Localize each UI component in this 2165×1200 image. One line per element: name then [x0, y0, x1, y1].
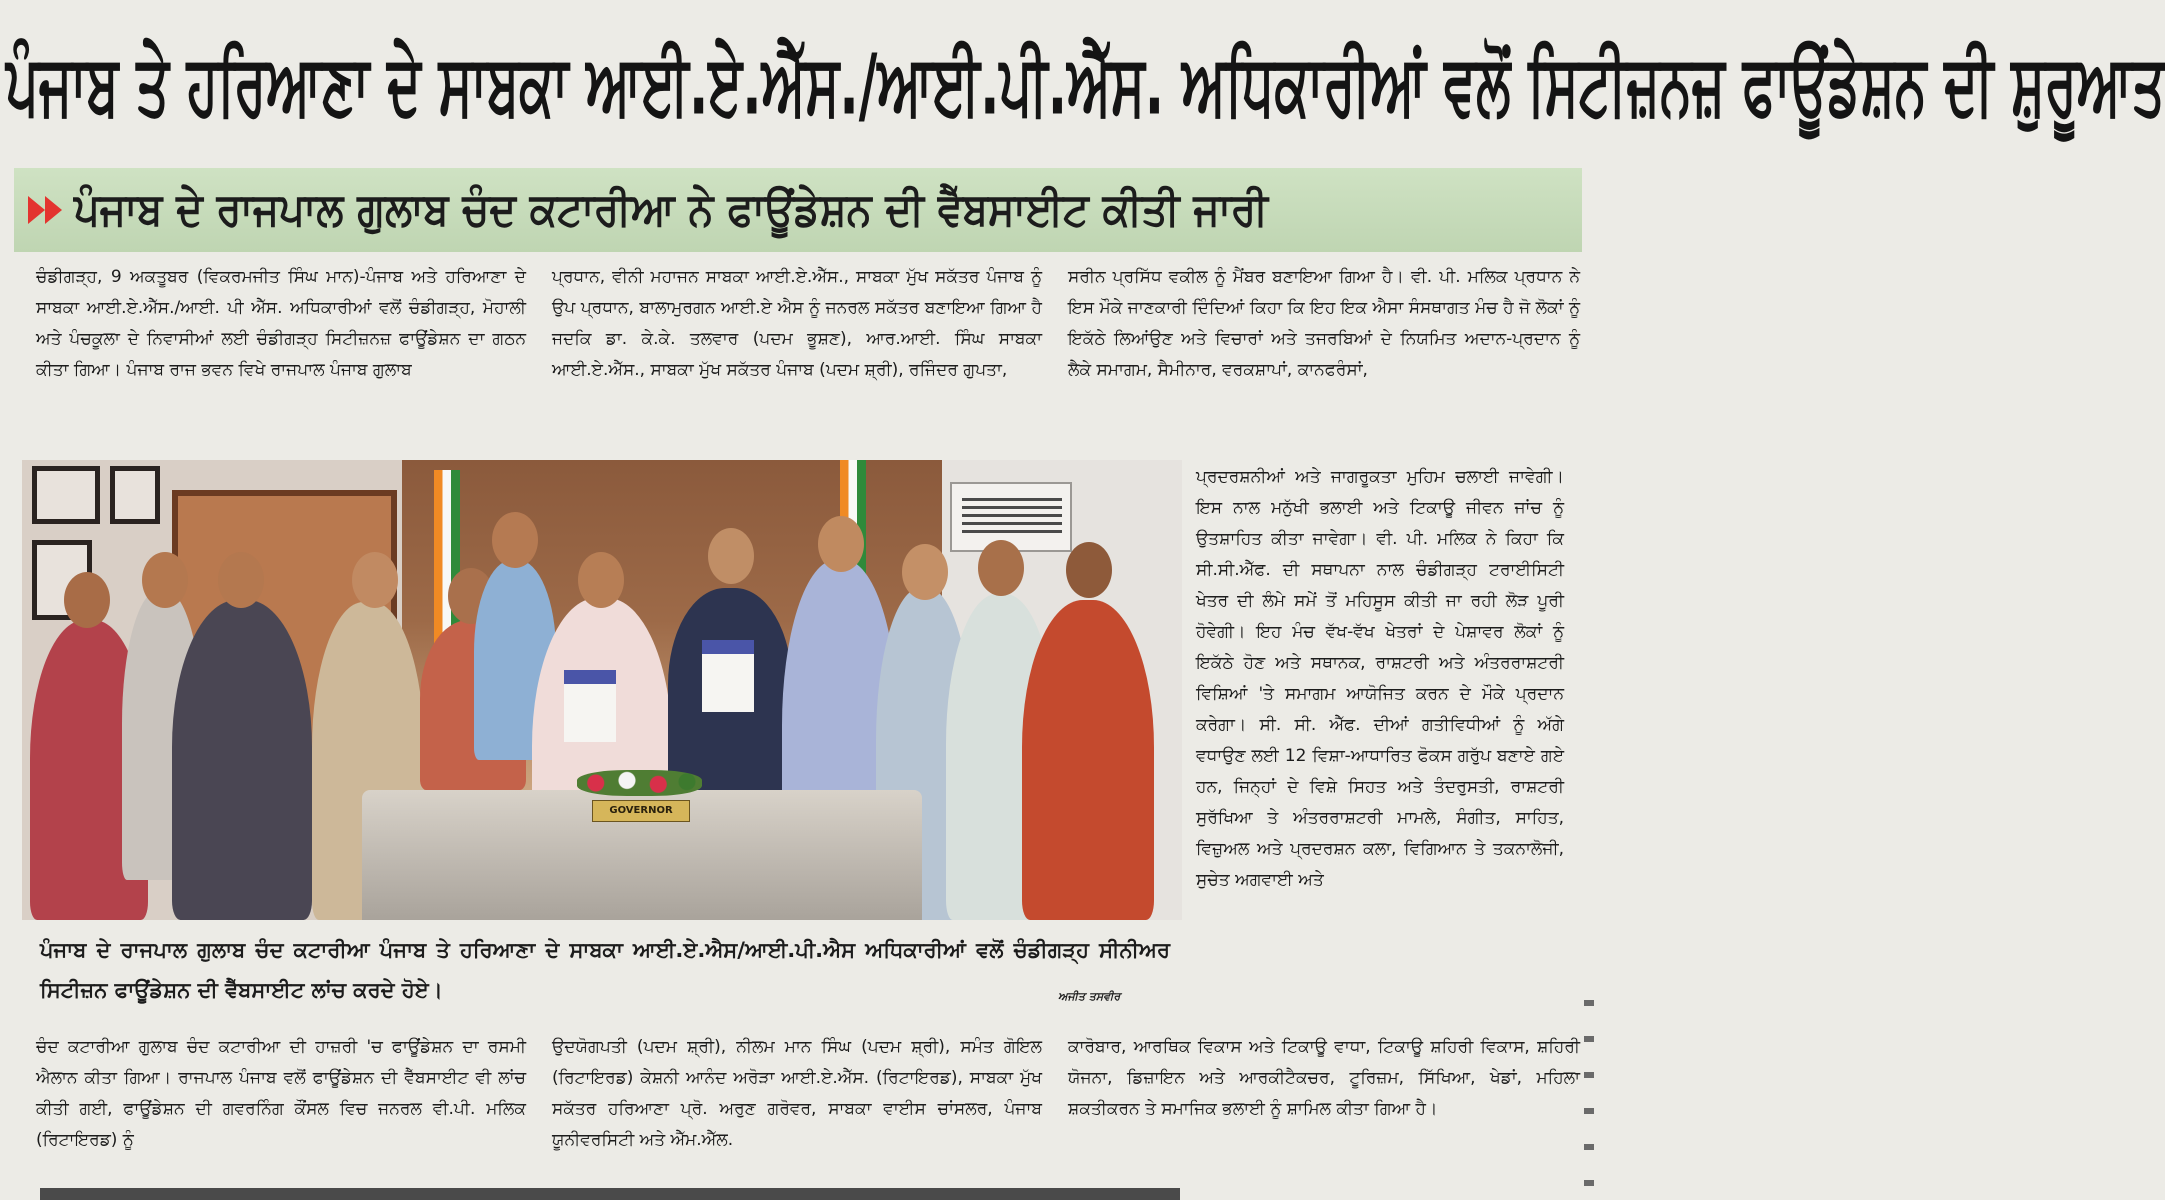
headline: ਪੰਜਾਬ ਤੇ ਹਰਿਆਣਾ ਦੇ ਸਾਬਕਾ ਆਈ.ਏ.ਐੱਸ./ਆਈ.ਪੀ.ਐੱਸ. ਅਧਿਕਾਰੀਆਂ ਵਲੋਂ ਸਿਟੀਜ਼ਨਜ਼ ਫਾਊਂਡੇਸ਼ਨ ਦੀ ਸ਼ੁਰੂਆਤ	[6, 37, 2165, 135]
article-text: ਪ੍ਰਧਾਨ, ਵੀਨੀ ਮਹਾਜਨ ਸਾਬਕਾ ਆਈ.ਏ.ਐੱਸ., ਸਾਬਕਾ ਮੁੱਖ ਸਕੱਤਰ ਪੰਜਾਬ ਨੂੰ ਉਪ ਪ੍ਰਧਾਨ, ਬਾਲਾਮੁਰਗਨ ਆਈ.ਏ ਐਸ ਨੂੰ ਜਨਰਲ ਸਕੱਤਰ ਬਣਾਇਆ ਗਿਆ ਹੈ ਜਦਕਿ ਡਾ. ਕੇ.ਕੇ. ਤਲਵਾਰ (ਪਦਮ ਭੂਸ਼ਣ), ਆਰ.ਆਈ. ਸਿੰਘ ਸਾਬਕਾ ਆਈ.ਏ.ਐੱਸ., ਸਾਬਕਾ ਮੁੱਖ ਸਕੱਤਰ ਪੰਜਾਬ (ਪਦਮ ਸ਼੍ਰੀ), ਰਜਿੰਦਰ ਗੁਪਤਾ,	[552, 267, 1042, 380]
governor-nameplate: GOVERNOR	[592, 800, 690, 822]
double-arrow-icon	[14, 168, 74, 252]
article-column-2-top	[552, 262, 1042, 386]
subheadline-band	[14, 168, 1582, 252]
article-text: ਸਰੀਨ ਪ੍ਰਸਿੱਧ ਵਕੀਲ ਨੂੰ ਮੈਂਬਰ ਬਣਾਇਆ ਗਿਆ ਹੈ। ਵੀ. ਪੀ. ਮਲਿਕ ਪ੍ਰਧਾਨ ਨੇ ਇਸ ਮੌਕੇ ਜਾਣਕਾਰੀ ਦਿੰਦਿਆਂ ਕਿਹਾ ਕਿ ਇਹ ਇਕ ਐਸਾ ਸੰਸਥਾਗਤ ਮੰਚ ਹੈ ਜੋ ਲੋਕਾਂ ਨੂੰ ਇਕੱਠੇ ਲਿਆਂਉਣ ਅਤੇ ਵਿਚਾਰਾਂ ਅਤੇ ਤਜਰਬਿਆਂ ਦੇ ਨਿਯਮਿਤ ਅਦਾਨ-ਪ੍ਰਦਾਨ ਨੂੰ ਲੈਕੇ ਸਮਾਗਮ, ਸੈਮੀਨਾਰ, ਵਰਕਸ਼ਾਪਾਂ, ਕਾਨਫਰੰਸਾਂ,	[1068, 267, 1580, 380]
article-column-1-bottom	[36, 1032, 526, 1156]
article-column-2-bottom	[552, 1032, 1042, 1156]
photo-credit: ਅਜੀਤ ਤਸਵੀਰ	[1058, 990, 1121, 1003]
website-booklet	[702, 640, 754, 712]
article-text: ਕਾਰੋਬਾਰ, ਆਰਥਿਕ ਵਿਕਾਸ ਅਤੇ ਟਿਕਾਊ ਵਾਧਾ, ਟਿਕਾਊ ਸ਼ਹਿਰੀ ਵਿਕਾਸ, ਸ਼ਹਿਰੀ ਯੋਜਨਾ, ਡਿਜ਼ਾਇਨ ਅਤੇ ਆਰਕੀਟੈਕਚਰ, ਟੂਰਿਜ਼ਮ, ਸਿੱਖਿਆ, ਖੇਡਾਂ, ਮਹਿਲਾ ਸ਼ਕਤੀਕਰਨ ਤੇ ਸਮਾਜਿਕ ਭਲਾਈ ਨੂੰ ਸ਼ਾਮਿਲ ਕੀਤਾ ਗਿਆ ਹੈ।	[1068, 1037, 1580, 1119]
article-text: ਉਦਯੋਗਪਤੀ (ਪਦਮ ਸ਼੍ਰੀ), ਨੀਲਮ ਮਾਨ ਸਿੰਘ (ਪਦਮ ਸ਼੍ਰੀ), ਸਮੰਤ ਗੋਇਲ (ਰਿਟਾਇਰਡ) ਕੇਸ਼ਨੀ ਆਨੰਦ ਅਰੋੜਾ ਆਈ.ਏ.ਐੱਸ. (ਰਿਟਾਇਰਡ), ਸਾਬਕਾ ਮੁੱਖ ਸਕੱਤਰ ਹਰਿਆਣਾ ਪ੍ਰੋ. ਅਰੁਣ ਗਰੋਵਰ, ਸਾਬਕਾ ਵਾਈਸ ਚਾਂਸਲਰ, ਪੰਜਾਬ ਯੂਨੀਵਰਸਿਟੀ ਅਤੇ ਐੱਮ.ਐੱਲ.	[552, 1037, 1042, 1150]
website-booklet	[564, 670, 616, 742]
article-column-3-top	[1068, 262, 1580, 386]
air-conditioner	[950, 482, 1072, 552]
page-edge-marks	[1584, 1000, 1594, 1200]
flower-arrangement	[577, 770, 702, 796]
article-column-1-top	[36, 262, 526, 386]
photo-caption: ਪੰਜਾਬ ਦੇ ਰਾਜਪਾਲ ਗੁਲਾਬ ਚੰਦ ਕਟਾਰੀਆ ਪੰਜਾਬ ਤੇ ਹਰਿਆਣਾ ਦੇ ਸਾਬਕਾ ਆਈ.ਏ.ਐਸ/ਆਈ.ਪੀ.ਐਸ ਅਧਿਕਾਰੀਆਂ ਵਲੋਂ ਚੰਡੀਗੜ੍ਹ ਸੀਨੀਅਰ ਸਿਟੀਜ਼ਨ ਫਾਊਂਡੇਸ਼ਨ ਦੀ ਵੈੱਬਸਾਈਟ ਲਾਂਚ ਕਰਦੇ ਹੋਏ।	[40, 938, 1170, 1002]
article-column-3-bottom	[1068, 1032, 1580, 1125]
article-text: ਚੰਦ ਕਟਾਰੀਆ ਗੁਲਾਬ ਚੰਦ ਕਟਾਰੀਆ ਦੀ ਹਾਜ਼ਰੀ 'ਚ ਫਾਊਂਡੇਸ਼ਨ ਦਾ ਰਸਮੀ ਐਲਾਨ ਕੀਤਾ ਗਿਆ। ਰਾਜਪਾਲ ਪੰਜਾਬ ਵਲੋਂ ਫਾਊਂਡੇਸ਼ਨ ਦੀ ਵੈੱਬਸਾਈਟ ਵੀ ਲਾਂਚ ਕੀਤੀ ਗਈ, ਫਾਊਂਡੇਸ਼ਨ ਦੀ ਗਵਰਨਿੰਗ ਕੌਂਸਲ ਵਿਚ ਜਨਰਲ ਵੀ.ਪੀ. ਮਲਿਕ (ਰਿਟਾਇਰਡ) ਨੂੰ	[36, 1037, 526, 1150]
news-photo	[22, 460, 1182, 920]
article-text: ਪ੍ਰਦਰਸ਼ਨੀਆਂ ਅਤੇ ਜਾਗਰੂਕਤਾ ਮੁਹਿਮ ਚਲਾਈ ਜਾਵੇਗੀ। ਇਸ ਨਾਲ ਮਨੁੱਖੀ ਭਲਾਈ ਅਤੇ ਟਿਕਾਊ ਜੀਵਨ ਜਾਂਚ ਨੂੰ ਉਤਸ਼ਾਹਿਤ ਕੀਤਾ ਜਾਵੇਗਾ। ਵੀ. ਪੀ. ਮਲਿਕ ਨੇ ਕਿਹਾ ਕਿ ਸੀ.ਸੀ.ਐੱਫ. ਦੀ ਸਥਾਪਨਾ ਨਾਲ ਚੰਡੀਗੜ੍ਹ ਟਰਾਈਸਿਟੀ ਖੇਤਰ ਦੀ ਲੰਮੇ ਸਮੇਂ ਤੋਂ ਮਹਿਸੂਸ ਕੀਤੀ ਜਾ ਰਹੀ ਲੋੜ ਪੂਰੀ ਹੋਵੇਗੀ। ਇਹ ਮੰਚ ਵੱਖ-ਵੱਖ ਖੇਤਰਾਂ ਦੇ ਪੇਸ਼ਾਵਰ ਲੋਕਾਂ ਨੂੰ ਇਕੱਠੇ ਹੋਣ ਅਤੇ ਸਥਾਨਕ, ਰਾਸ਼ਟਰੀ ਅਤੇ ਅੰਤਰਰਾਸ਼ਟਰੀ ਵਿਸ਼ਿਆਂ 'ਤੇ ਸਮਾਗਮ ਆਯੋਜਿਤ ਕਰਨ ਦੇ ਮੌਕੇ ਪ੍ਰਦਾਨ ਕਰੇਗਾ। ਸੀ. ਸੀ. ਐੱਫ. ਦੀਆਂ ਗਤੀਵਿਧੀਆਂ ਨੂੰ ਅੱਗੇ ਵਧਾਉਣ ਲਈ 12 ਵਿਸ਼ਾ-ਆਧਾਰਿਤ ਫੋਕਸ ਗਰੁੱਪ ਬਣਾਏ ਗਏ ਹਨ, ਜਿਨ੍ਹਾਂ ਦੇ ਵਿਸ਼ੇ ਸਿਹਤ ਅਤੇ ਤੰਦਰੁਸਤੀ, ਰਾਸ਼ਟਰੀ ਸੁਰੱਖਿਆ ਤੇ ਅੰਤਰਰਾਸ਼ਟਰੀ ਮਾਮਲੇ, ਸੰਗੀਤ, ਸਾਹਿਤ, ਵਿਜ਼ੁਅਲ ਅਤੇ ਪ੍ਰਦਰਸ਼ਨ ਕਲਾ, ਵਿਗਿਆਨ ਤੇ ਤਕਨਾਲੋਜੀ, ਸੁਚੇਤ ਅਗਵਾਈ ਅਤੇ	[1196, 467, 1564, 890]
subheadline: ਪੰਜਾਬ ਦੇ ਰਾਜਪਾਲ ਗੁਲਾਬ ਚੰਦ ਕਟਾਰੀਆ ਨੇ ਫਾਊਂਡੇਸ਼ਨ ਦੀ ਵੈੱਬਸਾਈਟ ਕੀਤੀ ਜਾਰੀ	[74, 184, 1268, 236]
page-bottom-rule	[40, 1188, 1180, 1200]
article-text: ਚੰਡੀਗੜ੍ਹ, 9 ਅਕਤੂਬਰ (ਵਿਕਰਮਜੀਤ ਸਿੰਘ ਮਾਨ)-ਪੰਜਾਬ ਅਤੇ ਹਰਿਆਣਾ ਦੇ ਸਾਬਕਾ ਆਈ.ਏ.ਐੱਸ./ਆਈ. ਪੀ ਐੱਸ. ਅਧਿਕਾਰੀਆਂ ਵਲੋਂ ਚੰਡੀਗੜ੍ਹ, ਮੋਹਾਲੀ ਅਤੇ ਪੰਚਕੂਲਾ ਦੇ ਨਿਵਾਸੀਆਂ ਲਈ ਚੰਡੀਗੜ੍ਹ ਸਿਟੀਜ਼ਨਜ਼ ਫਾਊਂਡੇਸ਼ਨ ਦਾ ਗਠਨ ਕੀਤਾ ਗਿਆ। ਪੰਜਾਬ ਰਾਜ ਭਵਨ ਵਿਖੇ ਰਾਜਪਾਲ ਪੰਜਾਬ ਗੁਲਾਬ	[36, 267, 526, 380]
article-side-column	[1196, 462, 1564, 896]
